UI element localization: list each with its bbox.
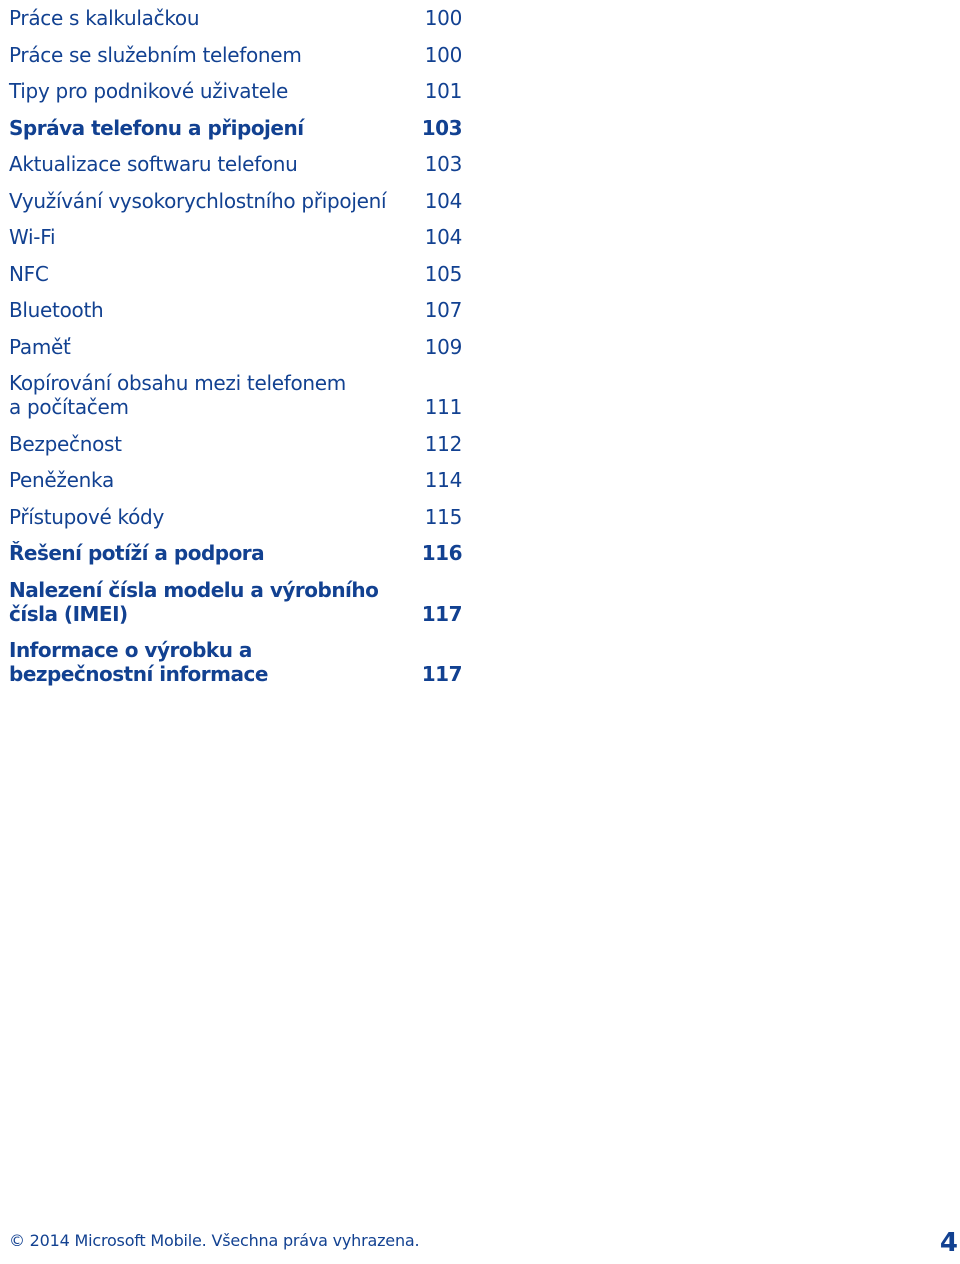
page-footer (9, 1228, 960, 1258)
toc-entry[interactable] (9, 335, 462, 359)
copyright-notice: © 2014 Microsoft Mobile. Všechna práva vyhrazena. (9, 1231, 420, 1250)
toc-entry-title: Přístupové kódy (9, 504, 164, 529)
toc-entry-page: 104 (424, 225, 462, 249)
toc-entry[interactable] (9, 79, 462, 103)
toc-entry[interactable] (9, 262, 462, 286)
toc-entry-title: Správa telefonu a připojení (9, 115, 304, 140)
toc-entry[interactable] (9, 505, 462, 529)
table-of-contents (9, 4, 462, 686)
toc-section-heading[interactable] (9, 116, 462, 140)
toc-entry-page: 103 (421, 115, 462, 140)
toc-entry-page: 101 (424, 79, 462, 103)
page-number: 4 (939, 1228, 958, 1258)
toc-entry-page: 107 (424, 298, 462, 322)
toc-entry-page: 105 (424, 261, 462, 286)
toc-section-heading[interactable] (9, 541, 462, 565)
toc-entry-page: 116 (421, 541, 462, 565)
toc-entry-title: Bluetooth (9, 298, 104, 322)
toc-entry-title: Využívání vysokorychlostního připojení (9, 188, 387, 213)
toc-entry[interactable] (9, 468, 462, 492)
toc-entry-page: 117 (421, 601, 462, 626)
toc-entry[interactable] (9, 432, 462, 456)
toc-entry-page: 112 (424, 431, 462, 456)
toc-entry[interactable] (9, 189, 462, 213)
toc-entry-page: 114 (424, 468, 462, 492)
toc-entry[interactable] (9, 6, 462, 30)
toc-entry-page: 117 (421, 662, 462, 686)
toc-entry-page: 100 (424, 6, 462, 30)
toc-entry-title: Nalezení čísla modelu a výrobního čísla (IMEI) (9, 577, 379, 626)
toc-entry-page: 100 (424, 42, 462, 67)
toc-entry[interactable] (9, 225, 462, 249)
toc-section-heading[interactable] (9, 578, 462, 626)
toc-entry[interactable] (9, 371, 462, 419)
toc-entry-title: Informace o výrobku a bezpečnostní informace (9, 638, 268, 686)
toc-entry[interactable] (9, 43, 462, 67)
toc-entry-title: NFC (9, 261, 49, 286)
toc-entry-page: 109 (424, 334, 462, 359)
toc-entry[interactable] (9, 152, 462, 176)
toc-entry-title: Paměť (9, 334, 71, 359)
toc-section-heading[interactable] (9, 638, 462, 686)
toc-entry-title: Práce se služebním telefonem (9, 42, 302, 67)
toc-entry-title: Řešení potíží a podpora (9, 541, 265, 565)
toc-entry-title: Bezpečnost (9, 431, 122, 456)
toc-entry-title: Kopírování obsahu mezi telefonem a počítačem (9, 371, 346, 419)
toc-entry-page: 104 (424, 188, 462, 213)
toc-entry-page: 103 (424, 152, 462, 176)
toc-entry-title: Práce s kalkulačkou (9, 6, 200, 30)
toc-entry-page: 115 (424, 504, 462, 529)
toc-entry-title: Wi-Fi (9, 225, 56, 249)
toc-entry-title: Tipy pro podnikové uživatele (9, 79, 289, 103)
toc-entry-title: Peněženka (9, 468, 114, 492)
toc-entry-page: 111 (424, 395, 462, 419)
toc-entry-title: Aktualizace softwaru telefonu (9, 152, 298, 176)
toc-entry[interactable] (9, 298, 462, 322)
